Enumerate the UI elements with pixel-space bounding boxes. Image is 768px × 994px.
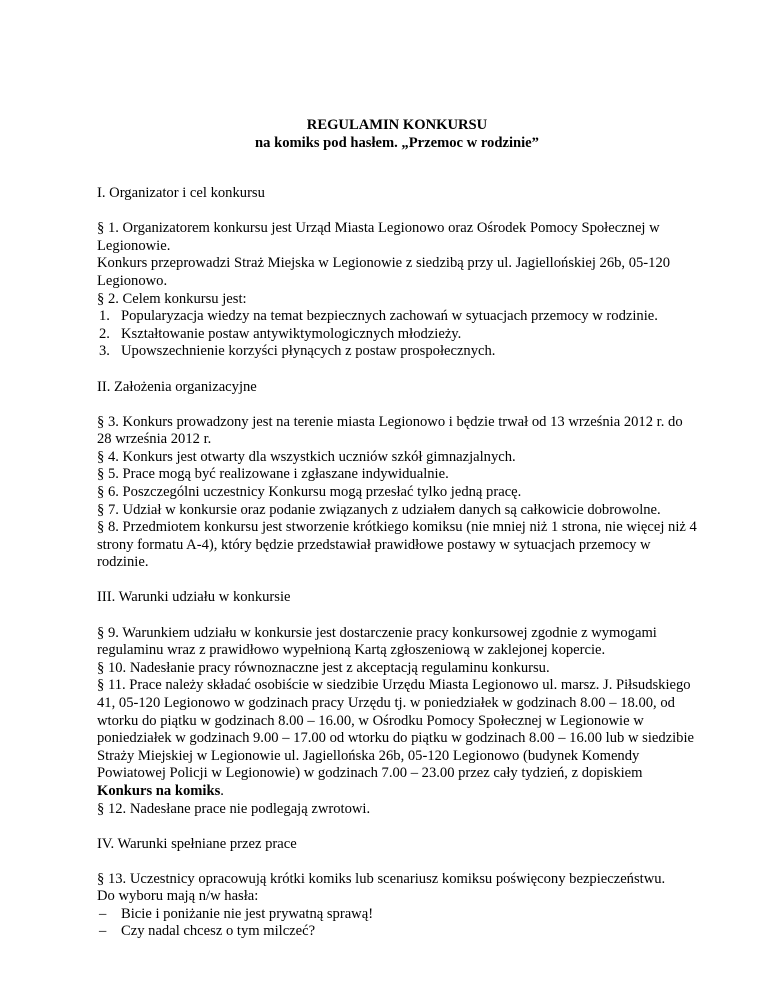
section-1-body: [97, 220, 697, 361]
document-page: [97, 117, 697, 941]
document-title: [97, 117, 697, 152]
goals-list: [97, 308, 697, 361]
paragraph-3: § 3. Konkurs prowadzony jest na terenie miasta Legionowo i będzie trwał od 13 września 2012 r. do 28 września 2012 r.: [97, 413, 683, 448]
paragraph-6: § 6. Poszczególni uczestnicy Konkursu mogą przesłać tylko jedną pracę.: [97, 484, 522, 500]
section-4-body: [97, 871, 697, 941]
paragraph-13-slogans-intro: Do wyboru mają n/w hasła:: [97, 888, 259, 905]
list-item: 3. Upowszechnienie korzyści płynących z postaw prospołecznych.: [99, 343, 496, 360]
paragraph-1-organizer: Konkurs przeprowadzi Straż Miejska w Legionowie z siedzibą przy ul. Jagiellońskiej 26b, 05-120 Legionowo.: [97, 255, 671, 290]
section-2-heading: II. Założenia organizacyjne: [97, 378, 257, 395]
paragraph-1: § 1. Organizatorem konkursu jest Urząd Miasta Legionowo oraz Ośrodek Pomocy Społecznej w Legionowie.: [97, 220, 660, 254]
section-3-body: [97, 625, 697, 819]
paragraph-9: § 9. Warunkiem udziału w konkursie jest dostarczenie pracy konkursowej zgodnie z wymogami regulaminu wraz z prawidłowo wypełnioną Kartą zgłoszeniową w zaklejonej kopercie.: [97, 624, 657, 659]
list-item: – Czy nadal chcesz o tym milczeć?: [99, 923, 316, 940]
section-4-heading: IV. Warunki spełniane przez prace: [97, 835, 297, 852]
list-item: 2. Kształtowanie postaw antywiktymologicznych młodzieży.: [99, 325, 462, 342]
bold-label: Konkurs na komiks: [97, 782, 221, 799]
title-line-2: na komiks pod hasłem. „Przemoc w rodzinie”: [255, 134, 539, 151]
paragraph-10: § 10. Nadesłanie pracy równoznaczne jest z akceptacją regulaminu konkursu.: [97, 659, 550, 676]
paragraph-2: § 2. Celem konkursu jest:: [97, 290, 247, 307]
paragraph-8: § 8. Przedmiotem konkursu jest stworzenie krótkiego komiksu (nie mniej niż 1 strona, nie więcej niż 4 strony formatu A-4), który będzie przedstawiał prawidłowe postawy w sytuacjach przemocy w rodzinie.: [97, 519, 697, 571]
section-1-heading: I. Organizator i cel konkursu: [97, 185, 265, 202]
section-2-body: [97, 414, 697, 572]
paragraph-11: § 11. Prace należy składać osobiście w siedzibie Urzędu Miasta Legionowo ul. marsz. J. Piłsudskiego 41, 05-120 Legionowo w godzinach pracy Urzędu tj. w poniedziałek w godzinach 8.00 – 18.00, od wtorku do piątku w godzinach 8.00 – 16.00, w Ośrodku Pomocy Społecznej w Legionowie w poniedziałek w godzinach 9.00 – 17.00 od wtorku do piątku w godzinach 8.00 – 16.00 lub w siedzibie Straży Miejskiej w Legionowie ul. Jagiellońska 26b, 05-120 Legionowo (budynek Komendy Powiatowej Policji w Legionowie) w godzinach 7.00 – 23.00 przez cały tydzień, z dopiskiem Konkurs na komiks.: [97, 677, 695, 799]
list-item: 1. Popularyzacja wiedzy na temat bezpiecznych zachowań w sytuacjach przemocy w rodzinie.: [99, 308, 658, 325]
paragraph-12: § 12. Nadesłane prace nie podlegają zwrotowi.: [97, 800, 371, 817]
list-item: – Bicie i poniżanie nie jest prywatną sprawą!: [99, 905, 374, 922]
slogans-list: [97, 906, 697, 941]
paragraph-7: § 7. Udział w konkursie oraz podanie związanych z udziałem danych są całkowicie dobrowolne.: [97, 501, 661, 518]
title-line-1: REGULAMIN KONKURSU: [306, 117, 488, 133]
paragraph-13: § 13. Uczestnicy opracowują krótki komiks lub scenariusz komiksu poświęcony bezpieczeństwu.: [97, 870, 666, 887]
paragraph-4: § 4. Konkurs jest otwarty dla wszystkich uczniów szkół gimnazjalnych.: [97, 448, 516, 465]
section-3-heading: III. Warunki udziału w konkursie: [97, 589, 291, 606]
paragraph-5: § 5. Prace mogą być realizowane i zgłaszane indywidualnie.: [97, 466, 449, 483]
